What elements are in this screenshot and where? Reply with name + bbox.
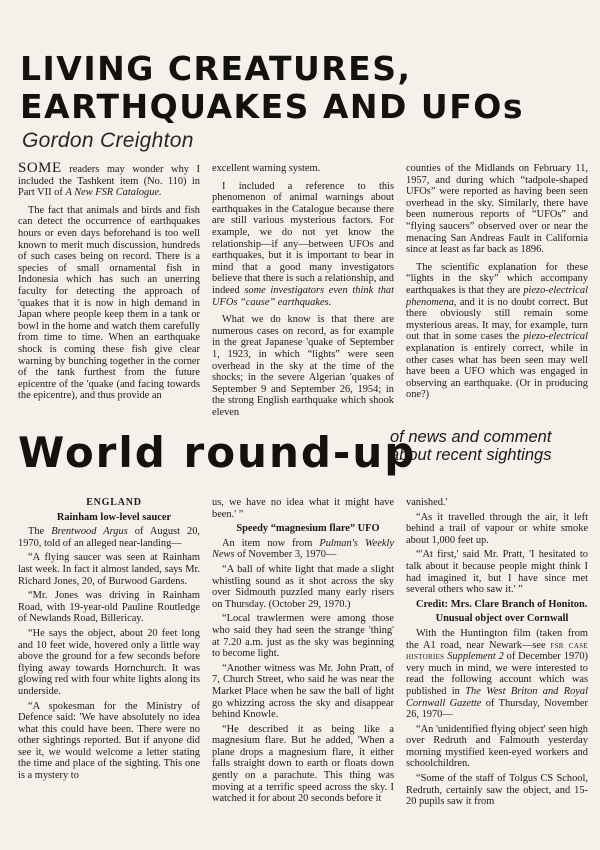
paragraph: “'At first,' said Mr. Pratt, 'I hesitated to talk about it because people might think I had imagined it, but I have since met several others who saw it.' ” bbox=[406, 549, 588, 596]
paragraph: “Local trawlermen were among those who said they had seen the strange 'thing' at 7.20 a.m. just as the sky was beginning to become light. bbox=[212, 613, 394, 660]
paragraph: The fact that animals and birds and fish can detect the occurrence of earthquakes hours or even days beforehand is too well known to merit much discussion, hundreds of such cases being on record. There is a species of small ornamental fish in Indonesia which has such an unerring faculty for detecting the approach of 'quakes that it is now in high demand in Japan where people keep them in a tank or bowl in the home and watch them carefully from time to time. When an earthquake shock is coming these fish give clear warning by bunching together in the corner of the tank furthest from the future epicentre of the 'quake (and facing towards the epicentre), and thus provide an bbox=[18, 204, 200, 402]
paragraph: “Another witness was Mr. John Pratt, of 7, Church Street, who said he was near the Market Place when he saw the ball of light go whizzing across the sky and disappear behind Knowle. bbox=[212, 662, 394, 721]
paragraph: counties of the Midlands on February 11, 1957, and during which “tadpole-shaped UFOs” were reported as having been seen overhead in the sky. Similarly, there have been numerous reports of “UFOs” and “flying saucers” observed over or near the menacing San Andreas Fault in California since at least as far back as 1896. bbox=[406, 163, 588, 256]
story-heading: Rainham low-level saucer bbox=[56, 511, 172, 523]
paragraph: “A ball of white light that made a slight whistling sound as it shot across the sky over Sidmouth puzzled many early risers on Thursday. (October 29, 1970.) bbox=[212, 563, 394, 610]
paragraph: excellent warning system. bbox=[212, 163, 321, 174]
article-column-2 bbox=[212, 163, 394, 418]
paragraph: us, we have no idea what it might have been.' ” bbox=[212, 497, 394, 520]
paragraph: The Brentwood Argus of August 20, 1970, told of an alleged near-landing— bbox=[18, 526, 200, 549]
section-heading: ENGLAND bbox=[86, 497, 142, 508]
roundup-column-1 bbox=[18, 497, 200, 837]
roundup-column-2 bbox=[212, 497, 394, 837]
paragraph: With the Huntington film (taken from the A1 road, near Newark—see fsr case histories Supplement 2 of December 1970) very much in mind, we were interested to read the following account which was published in The West Briton and Royal Cornwall Gazette of Thursday, November 26, 1970— bbox=[406, 627, 588, 721]
paragraph: What we do know is that there are numerous cases on record, as for example in the great Japanese 'quake of September 1, 1923, in which “lights” were seen overhead in the sky at the time of the shocks; in the severe Algerian 'quakes of September 9 and September 26, 1954; in the strong English earthquake which shook eleven bbox=[212, 314, 394, 418]
paragraph: “A flying saucer was seen at Rainham last week. In fact it almost landed, says Mr. Richard Jones, 20, of Burwood Gardens. bbox=[18, 552, 200, 587]
paragraph: “Mr. Jones was driving in Rainham Road, with 19-year-old Pauline Routledge of Newlands Road, Billericay. bbox=[18, 590, 200, 625]
story-heading: Unusual object over Cornwall bbox=[435, 613, 569, 625]
paragraph: The scientific explanation for these “lights in the sky” which accompany earthquakes is that they are piezo-electrical phenomena, and it is no doubt correct. But there obviously still remain some mysterious areas. It may, for example, turn out that in some cases the piezo-electrical explanation is entirely correct, while in other cases what has been seen may well have been a UFO which was engaged in observing an earthquake. (Or in producing one?) bbox=[406, 261, 588, 401]
dropcap-word: SOME bbox=[18, 160, 62, 176]
paragraph: “A spokesman for the Ministry of Defence said: 'We have absolutely no idea what this could have been. There were no other sightings reported. But if anyone did see it, we would welcome a letter stating the time and place of the sighting. This one is a mystery to bbox=[18, 700, 200, 782]
article-column-1 bbox=[18, 160, 200, 402]
paragraph: vanished.' bbox=[406, 497, 448, 508]
paragraph: “An 'unidentified flying object' seen high over Redruth and Falmouth yesterday morning mystified keen-eyed workers and schoolchildren. bbox=[406, 723, 588, 770]
paragraph: “He described it as being like a magnesium flare. But he added, 'When a plane drops a magnesium flare, it either falls straight down to earth or floats down gently on a parachute. This thing was moving at a terrific speed across the sky. I watched it for about 20 seconds before it bbox=[212, 723, 394, 805]
paragraph: “As it travelled through the air, it left behind a trail of vapour or white smoke about 1,000 feet up. bbox=[406, 511, 588, 546]
paragraph: SOME readers may wonder why I included the Tashkent item (No. 110) in Part VII of A New FSR Catalogue. bbox=[18, 160, 200, 199]
roundup-title: World round-up bbox=[18, 428, 417, 477]
headline-line-1: LIVING CREATURES, bbox=[20, 49, 412, 88]
headline-line-2: EARTHQUAKES AND UFOs bbox=[20, 87, 524, 126]
paragraph: “Some of the staff of Tolgus CS School, Redruth, certainly saw the object, and 15-20 pupils saw it from bbox=[406, 773, 588, 808]
article-column-3 bbox=[406, 163, 588, 403]
roundup-subtitle: of news and comment about recent sightings bbox=[390, 428, 552, 464]
roundup-column-3 bbox=[406, 497, 588, 837]
author-byline: Gordon Creighton bbox=[22, 129, 194, 152]
story-heading: Speedy “magnesium flare” UFO bbox=[236, 523, 380, 535]
article-headline bbox=[20, 50, 580, 126]
paragraph: An item now from Pulman's Weekly News of November 3, 1970— bbox=[212, 537, 394, 561]
paragraph: “He says the object, about 20 feet long and 10 feet wide, hovered only a little way above the ground for a few seconds before flying away towards Hornchurch. It was glowing red with four white lights along its underside. bbox=[18, 627, 200, 697]
credit-line: Credit: Mrs. Clare Branch of Honiton. bbox=[416, 598, 588, 610]
paragraph: I included a reference to this phenomenon of animal warnings about earthquakes in the Catalogue because there are still various mysterious factors. For example, we do not yet know the relationship—if any—between UFOs and earthquakes, but it is important to bear in mind that a good many investigators believe that there is such a relationship, and indeed some investigators even think that UFOs “cause” earthquakes. bbox=[212, 180, 394, 308]
